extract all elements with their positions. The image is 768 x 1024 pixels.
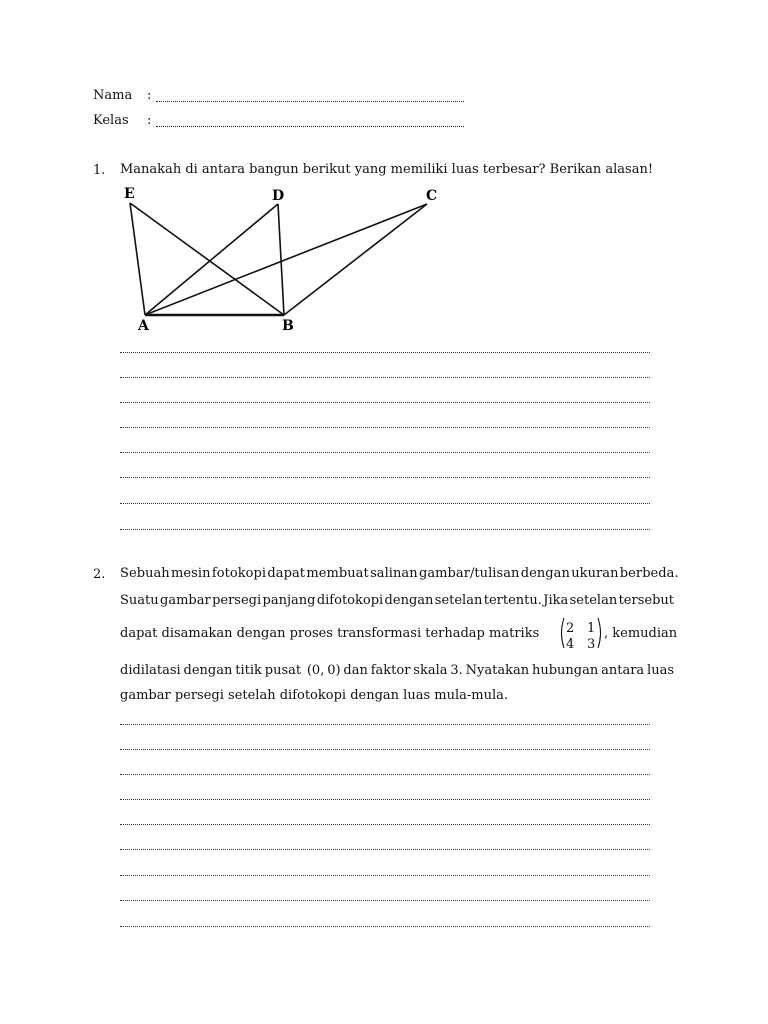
name-colon: : [147,88,152,103]
answer-line-q2[interactable] [120,849,650,850]
segment-EA [130,203,145,315]
point-label-D: D [272,188,285,204]
answer-line-q1[interactable] [120,427,650,428]
name-label: Nama [93,88,133,103]
matrix-brackets [558,616,604,650]
matrix-a: 2 [566,621,575,636]
question-2-line-5: gambar persegi setelah difotokopi dengan luas mula-mula. [120,688,508,703]
answer-line-q1[interactable] [120,352,650,353]
q2-line-3-before: dapat disamakan dengan proses transformasi terhadap matriks [120,626,540,641]
question-2-line-1 [120,561,679,586]
question-2-line-3 [120,612,678,652]
question-2-number: 2. [93,567,106,582]
q2-line-3-after: , kemudian [604,626,678,641]
answer-line-q2[interactable] [120,926,650,927]
class-label: Kelas [93,113,129,128]
answer-line-q1[interactable] [120,477,650,478]
triangle-lines [130,203,427,315]
answer-line-q1[interactable] [120,402,650,403]
point-label-B: B [282,318,294,334]
answer-line-q2[interactable] [120,824,650,825]
answer-line-q2[interactable] [120,749,650,750]
answer-line-q1[interactable] [120,503,650,504]
answer-line-q2[interactable] [120,799,650,800]
point-label-C: C [426,188,438,204]
answer-line-q2[interactable] [120,724,650,725]
segment-EB [130,203,284,315]
transformation-matrix [558,616,604,650]
answer-line-q2[interactable] [120,774,650,775]
answer-line-q2[interactable] [120,900,650,901]
answer-line-q1[interactable] [120,452,650,453]
question-2-line-2: Suatu gambar persegi panjang difotokopi dengan setelan tertentu. Jika setelan tersebut [120,593,674,608]
q2-line-1-text: Sebuah mesin fotokopi dapat membuat salinan gambar/tulisan dengan ukuran berbeda. [120,566,679,581]
point-label-A: A [138,318,149,334]
segment-DB [278,204,284,315]
matrix-c: 4 [566,637,575,652]
answer-line-q1[interactable] [120,377,650,378]
segment-DA [145,204,278,315]
question-1-text: Manakah di antara bangun berikut yang memiliki luas terbesar? Berikan alasan! [120,162,654,177]
point-label-E: E [124,186,135,202]
segment-CA [145,204,427,315]
class-colon: : [147,113,152,128]
matrix-b: 1 [587,621,596,636]
matrix-d: 3 [587,637,596,652]
answer-line-q2[interactable] [120,875,650,876]
question-1-number: 1. [93,163,106,178]
answer-line-q1[interactable] [120,529,650,530]
segment-CB [284,204,427,315]
question-2-line-4: didilatasi dengan titik pusat (0, 0) dan faktor skala 3. Nyatakan hubungan antara luas [120,663,674,678]
